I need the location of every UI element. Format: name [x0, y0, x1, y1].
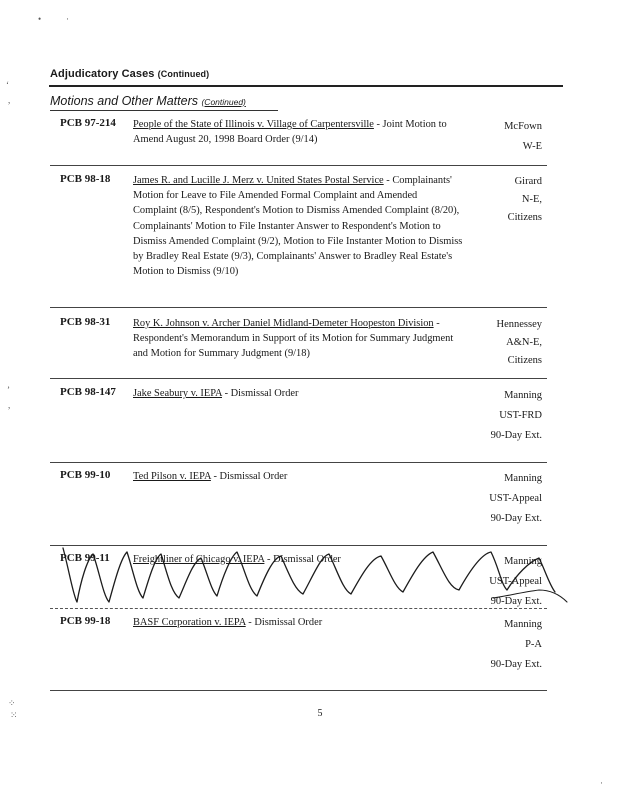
- subsection-heading: [50, 94, 246, 108]
- case-board-member: Girard: [514, 176, 542, 187]
- case-description: [133, 316, 463, 362]
- subsection-rule: [50, 110, 278, 111]
- case-number: PCB 98-31: [60, 316, 111, 328]
- case-deadline: 90-Day Ext.: [490, 596, 542, 607]
- case-action: - Dismissal Order: [221, 388, 299, 399]
- case-title-link[interactable]: BASF Corporation v. IEPA: [133, 617, 246, 628]
- case-category: UST-Appeal: [489, 576, 542, 587]
- case-title-link[interactable]: People of the State of Illinois v. Village of Carpentersville: [133, 119, 374, 130]
- case-meta: [452, 469, 542, 529]
- case-divider: [50, 378, 547, 379]
- case-meta: [452, 173, 542, 227]
- case-title-link[interactable]: Roy K. Johnson v. Archer Daniel Midland-Demeter Hoopeston Division: [133, 318, 434, 329]
- subsection-title: Motions and Other Matters: [50, 94, 198, 108]
- case-divider: [50, 462, 547, 463]
- case-number: PCB 97-214: [60, 117, 116, 129]
- case-action: - Joint Motion to Amend August 20, 1998 Board Order (9/14): [133, 119, 447, 146]
- scan-speck: ,: [8, 400, 11, 410]
- case-number: PCB 99-10: [60, 469, 111, 481]
- case-meta: [452, 117, 542, 157]
- case-description: [133, 469, 463, 484]
- case-category: Citizens: [507, 212, 542, 223]
- case-action: - Complainants' Motion for Leave to File Amended Formal Complaint and Amended Complaint (8/5), Respondent's Motion to Dismiss Amended Complaint (8/20), Complainants' Motion to File Instanter Answer to Respondent's Motion to Dismiss Amended Complaint (9/2), Motion to File Instanter Motion to Dismiss by Bradley Real Estate (9/3), Complainants' Answer to Bradley Real Estate's Motion to Dismiss (9/10): [133, 175, 463, 278]
- case-category: UST-Appeal: [489, 493, 542, 504]
- section-continued: (Continued): [157, 69, 210, 79]
- case-category: UST-FRD: [499, 410, 542, 421]
- case-category: N-E,: [521, 194, 542, 205]
- case-category: W-E: [522, 141, 542, 152]
- scan-speck: ,: [8, 95, 11, 105]
- subsection-continued: (Continued): [201, 97, 246, 107]
- handwritten-signature: [55, 540, 575, 620]
- case-number: PCB 99-11: [60, 552, 110, 564]
- scan-speck: ‘: [6, 80, 9, 90]
- case-board-member: Manning: [504, 473, 542, 484]
- section-rule: [49, 85, 563, 87]
- page-number: 5: [317, 708, 323, 719]
- case-divider: [50, 165, 547, 166]
- case-action: - Respondent's Memorandum in Support of its Motion for Summary Judgment and Motion for Summary Judgment (9/18): [133, 318, 454, 360]
- section-title: Adjudicatory Cases: [50, 68, 155, 80]
- case-category: Citizens: [507, 355, 542, 366]
- case-title-link[interactable]: Ted Pilson v. IEPA: [133, 471, 211, 482]
- case-description: [133, 173, 463, 279]
- case-description: [133, 386, 463, 401]
- case-number: PCB 98-147: [60, 386, 116, 398]
- case-board-member: Manning: [504, 556, 542, 567]
- case-divider: [50, 690, 547, 691]
- case-number: PCB 99-18: [60, 615, 111, 627]
- case-action: - Dismissal Order: [264, 554, 341, 565]
- case-title-link[interactable]: Jake Seabury v. IEPA: [133, 388, 222, 399]
- case-description: [133, 117, 463, 147]
- case-category: A&N-E,: [506, 337, 542, 348]
- case-action: - Dismissal Order: [210, 471, 288, 482]
- scan-speck: ⁙: [10, 710, 18, 720]
- case-board-member: McFown: [504, 121, 542, 132]
- case-meta: [452, 386, 542, 446]
- case-action: - Dismissal Order: [245, 617, 323, 628]
- case-number: PCB 98-18: [60, 173, 111, 185]
- case-deadline: 90-Day Ext.: [490, 430, 542, 441]
- case-divider: [50, 307, 547, 308]
- case-title-link[interactable]: Freightliner of Chicago v. IEPA: [133, 554, 265, 565]
- scan-speck: •: [38, 14, 42, 24]
- scan-speck: ⁘: [8, 698, 16, 708]
- case-board-member: Manning: [504, 390, 542, 401]
- section-heading: [50, 68, 209, 80]
- case-deadline: 90-Day Ext.: [490, 513, 542, 524]
- case-meta: [452, 316, 542, 370]
- scan-speck: ·: [600, 778, 603, 788]
- scan-speck: ·: [66, 14, 69, 24]
- case-title-link[interactable]: James R. and Lucille J. Merz v. United States Postal Service: [133, 175, 384, 186]
- case-board-member: Manning: [504, 619, 542, 630]
- case-category: P-A: [525, 639, 542, 650]
- case-meta: [452, 615, 542, 675]
- case-board-member: Hennessey: [496, 319, 542, 330]
- scan-speck: ’: [7, 385, 10, 395]
- case-deadline: 90-Day Ext.: [490, 659, 542, 670]
